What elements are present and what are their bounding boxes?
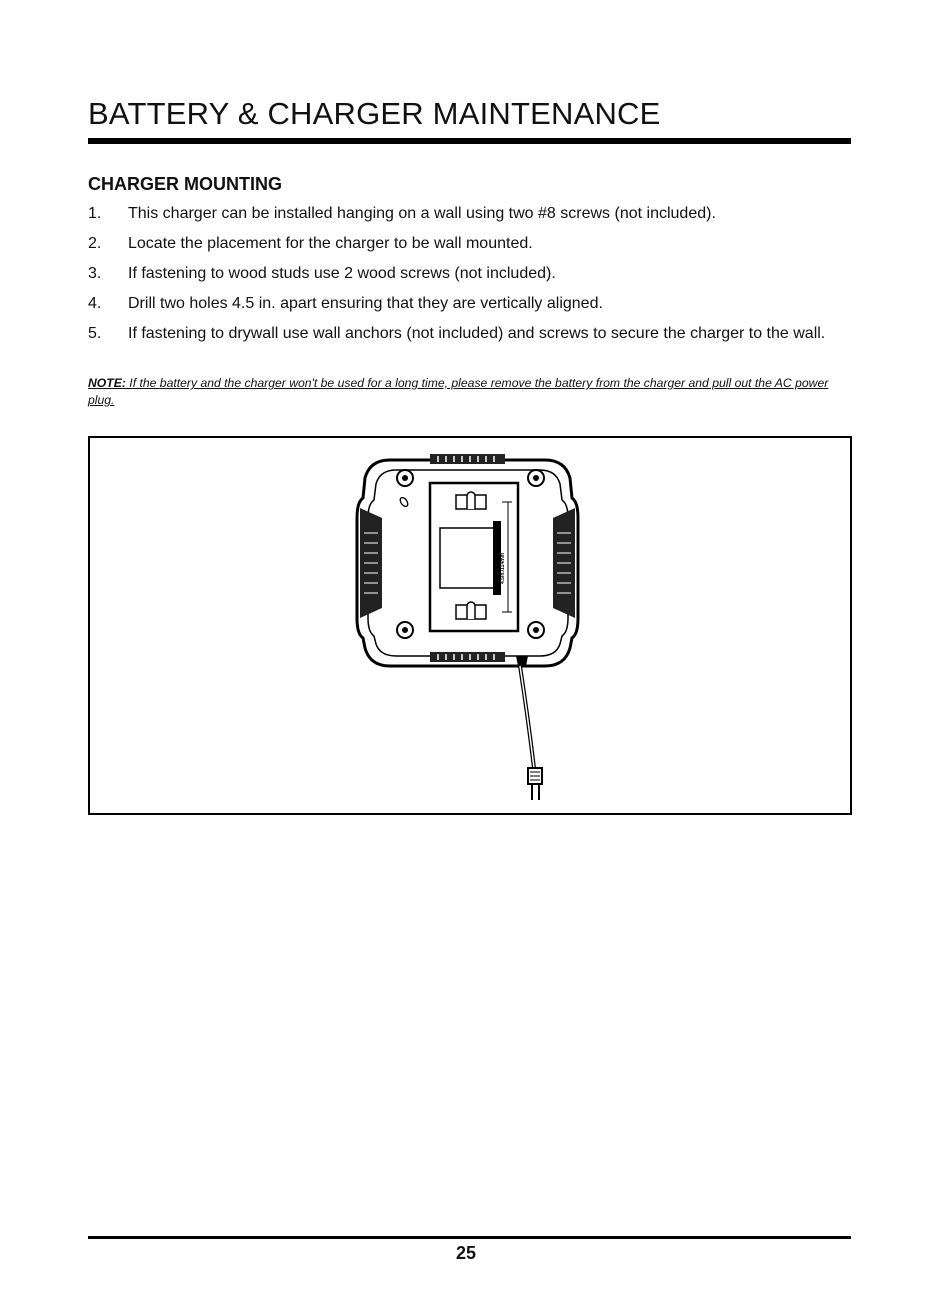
step-item [88,294,853,313]
step-item [88,264,853,283]
step-text: This charger can be installed hanging on a wall using two #8 screws (not included). [128,205,716,222]
section-heading: CHARGER MOUNTING [88,174,282,194]
note [88,375,858,409]
title-rule [88,138,851,144]
step-number: 4. [88,295,102,312]
charger-illustration [90,438,850,813]
step-item [88,324,853,343]
step-number: 1. [88,205,102,222]
dimension-label: 4.5in./114mm [500,552,506,584]
step-number: 3. [88,265,102,282]
step-item [88,204,853,223]
page-number: 25 [455,1243,477,1263]
step-number: 5. [88,325,102,342]
label-area [440,528,500,588]
page-title: BATTERY & CHARGER MAINTENANCE [88,96,661,131]
strain-relief [516,656,528,666]
note-text: If the battery and the charger won't be used for a long time, please remove the battery from the charger and pull out the AC power plug. [88,376,829,407]
note-label: NOTE: [88,376,126,390]
step-number: 2. [88,235,102,252]
step-text: Drill two holes 4.5 in. apart ensuring that they are vertically aligned. [128,295,603,312]
charger-figure [88,436,852,815]
step-text: If fastening to drywall use wall anchors (not included) and screws to secure the charger to the wall. [128,325,826,342]
steps-list [88,204,853,354]
step-text: If fastening to wood studs use 2 wood screws (not included). [128,265,556,282]
step-item [88,234,853,253]
footer-rule [88,1236,851,1239]
step-text: Locate the placement for the charger to be wall mounted. [128,235,533,252]
